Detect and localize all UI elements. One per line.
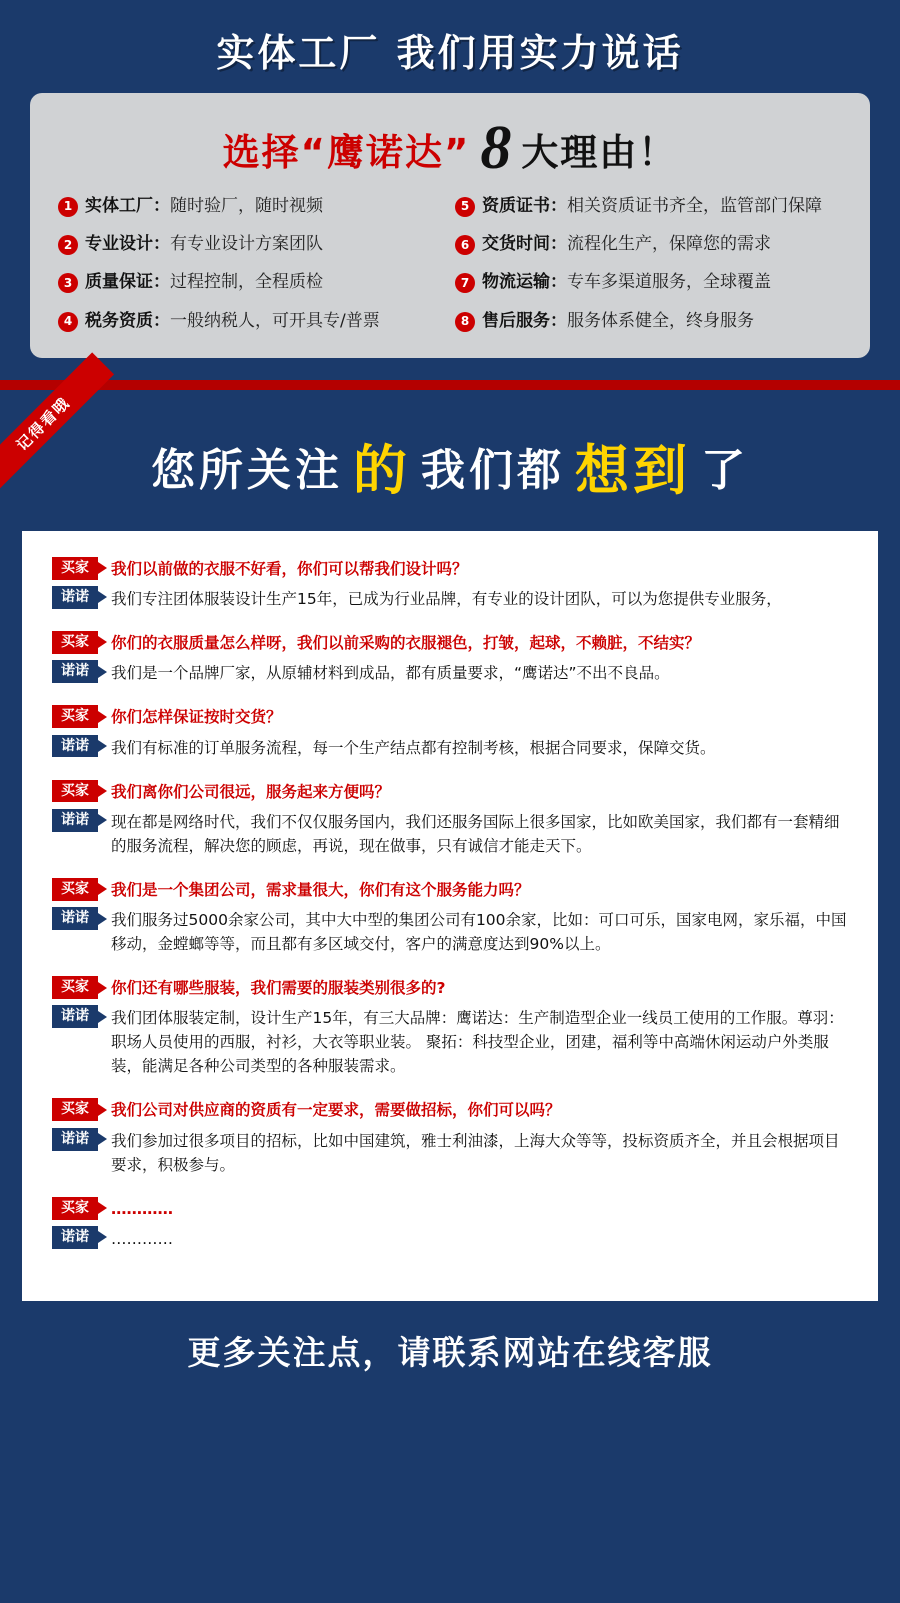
faq-question-text: 你们的衣服质量怎么样呀，我们以前采购的衣服褪色，打皱，起球，不赖脏，不结实？ [111,634,701,653]
buyer-tag: 买家 [52,1098,98,1121]
reason-number-badge: 5 [455,197,475,217]
faq-answer-text: 我们参加过很多项目的招标，比如中国建筑，雅士利油漆，上海大众等等，投标资质齐全，并且会根据项目要求，积极参与。 [111,1131,840,1174]
faq-question-row [52,557,848,581]
reason-title: 质量保证： [85,272,170,293]
reason-title: 物流运输： [482,272,567,293]
seller-tag: 诺诺 [52,660,98,683]
reason-desc: 有专业设计方案团队 [170,234,323,255]
seller-tag: 诺诺 [52,586,98,609]
reason-title: 专业设计： [85,234,170,255]
reason-desc: 过程控制，全程质检 [170,272,323,293]
faq-answer-row [52,1005,848,1078]
faq-item [52,705,848,759]
reasons-headline [58,113,842,195]
reason-desc: 一般纳税人，可开具专/普票 [170,310,380,331]
reason-number-badge: 7 [455,273,475,293]
faq-headline-part-3: 我们都 [421,445,565,497]
reason-title: 售后服务： [482,310,567,331]
seller-tag: 诺诺 [52,735,98,758]
faq-answer-row [52,735,848,760]
faq-headline-part-5: 了 [701,445,749,497]
faq-question-text: ………… [111,1199,173,1218]
faq-item [52,1098,848,1176]
faq-answer-text: 我们是一个品牌厂家，从原辅材料到成品，都有质量要求，“鹰诺达”不出不良品。 [111,664,670,683]
faq-item [52,557,848,611]
reason-item [58,195,445,217]
faq-question-row [52,705,848,729]
faq-answer-row [52,1226,848,1251]
reason-item [58,271,445,293]
buyer-tag: 买家 [52,557,98,580]
reason-desc: 服务体系健全，终身服务 [567,310,754,331]
faq-list [22,531,878,1301]
reason-item [455,195,842,217]
seller-tag: 诺诺 [52,809,98,832]
banner-title: 实体工厂 我们用实力说话 [216,31,684,75]
seller-tag: 诺诺 [52,1005,98,1028]
buyer-tag: 买家 [52,780,98,803]
faq-answer-row [52,660,848,685]
faq-question-row [52,1197,848,1221]
reasons-grid [58,195,842,332]
reason-item [58,310,445,332]
reason-number-badge: 8 [455,312,475,332]
faq-question-text: 我们公司对供应商的资质有一定要求，需要做招标，你们可以吗？ [111,1101,561,1120]
faq-question-row [52,976,848,1000]
reason-number-badge: 3 [58,273,78,293]
faq-answer-text: 现在都是网络时代，我们不仅仅服务国内，我们还服务国际上很多国家，比如欧美国家，我们都有一套精细的服务流程，解决您的顾虑，再说，现在做事，只有诚信才能走天下。 [111,812,840,855]
headline-dark-text: 大理由！ [521,130,678,174]
reason-number-badge: 4 [58,312,78,332]
reason-item [455,271,842,293]
seller-tag: 诺诺 [52,1128,98,1151]
faq-question-text: 我们以前做的衣服不好看，你们可以帮我们设计吗？ [111,559,468,578]
headline-number: 8 [480,114,512,182]
faq-answer-row [52,586,848,611]
reason-number-badge: 1 [58,197,78,217]
faq-answer-row [52,809,848,858]
faq-question-row [52,631,848,655]
buyer-tag: 买家 [52,976,98,999]
reason-desc: 相关资质证书齐全，监管部门保障 [567,195,822,216]
faq-question-row [52,1098,848,1122]
faq-item [52,780,848,858]
faq-answer-text: ………… [111,1229,173,1248]
buyer-tag: 买家 [52,1197,98,1220]
reason-desc: 随时验厂，随时视频 [170,195,323,216]
corner-ribbon: 记得看哦 [0,352,114,494]
faq-answer-text: 我们有标准的订单服务流程，每一个生产结点都有控制考核，根据合同要求，保障交货。 [111,738,716,757]
faq-question-row [52,878,848,902]
faq-answer-row [52,907,848,956]
reason-number-badge: 6 [455,235,475,255]
section-reasons [0,0,900,380]
faq-answer-text: 我们团体服装定制，设计生产15年，有三大品牌：鹰诺达：生产制造型企业一线员工使用的工作服。尊羽：职场人员使用的西服，衬衫，大衣等职业装。 聚拓：科技型企业，团建，福利等中高端休闲运动户外类服装，能满足各种公司类型的各种服装需求。 [111,1009,844,1076]
faq-question-text: 我们离你们公司很远，服务起来方便吗？ [111,782,391,801]
buyer-tag: 买家 [52,878,98,901]
reason-title: 交货时间： [482,234,567,255]
faq-question-text: 你们怎样保证按时交货？ [111,708,282,727]
red-divider [0,380,900,390]
faq-headline-part-1: 您所关注 [151,445,343,497]
reason-item [455,233,842,255]
reasons-panel [30,93,870,358]
faq-answer-row [52,1128,848,1177]
faq-question-text: 我们是一个集团公司，需求量很大，你们有这个服务能力吗？ [111,880,530,899]
reason-number-badge: 2 [58,235,78,255]
faq-headline-part-4: 想到 [575,438,691,502]
reason-desc: 专车多渠道服务，全球覆盖 [567,272,771,293]
seller-tag: 诺诺 [52,1226,98,1249]
reason-item [455,310,842,332]
faq-item [52,878,848,956]
reason-desc: 流程化生产，保障您的需求 [567,234,771,255]
seller-tag: 诺诺 [52,907,98,930]
reason-title: 资质证书： [482,195,567,216]
faq-footer-text: 更多关注点，请联系网站在线客服 [187,1333,713,1372]
faq-question-text: 你们还有哪些服装，我们需要的服装类别很多的? [111,979,446,998]
faq-item [52,976,848,1078]
faq-answer-text: 我们专注团体服装设计生产15年，已成为行业品牌，有专业的设计团队，可以为您提供专业服务， [111,590,782,609]
faq-headline-part-2: 的 [353,438,411,502]
section-faq [0,390,900,1404]
faq-item [52,1197,848,1251]
buyer-tag: 买家 [52,631,98,654]
faq-question-row [52,780,848,804]
faq-headline [0,390,900,531]
reason-title: 税务资质： [85,310,170,331]
reason-item [58,233,445,255]
reason-title: 实体工厂： [85,195,170,216]
buyer-tag: 买家 [52,705,98,728]
faq-answer-text: 我们服务过5000余家公司，其中大中型的集团公司有100余家，比如：可口可乐，国家电网，家乐福，中国移动，金螳螂等等，而且都有多区域交付，客户的满意度达到90%以上。 [111,911,847,954]
headline-red-text: 选择“鹰诺达” [222,130,471,174]
faq-item [52,631,848,685]
